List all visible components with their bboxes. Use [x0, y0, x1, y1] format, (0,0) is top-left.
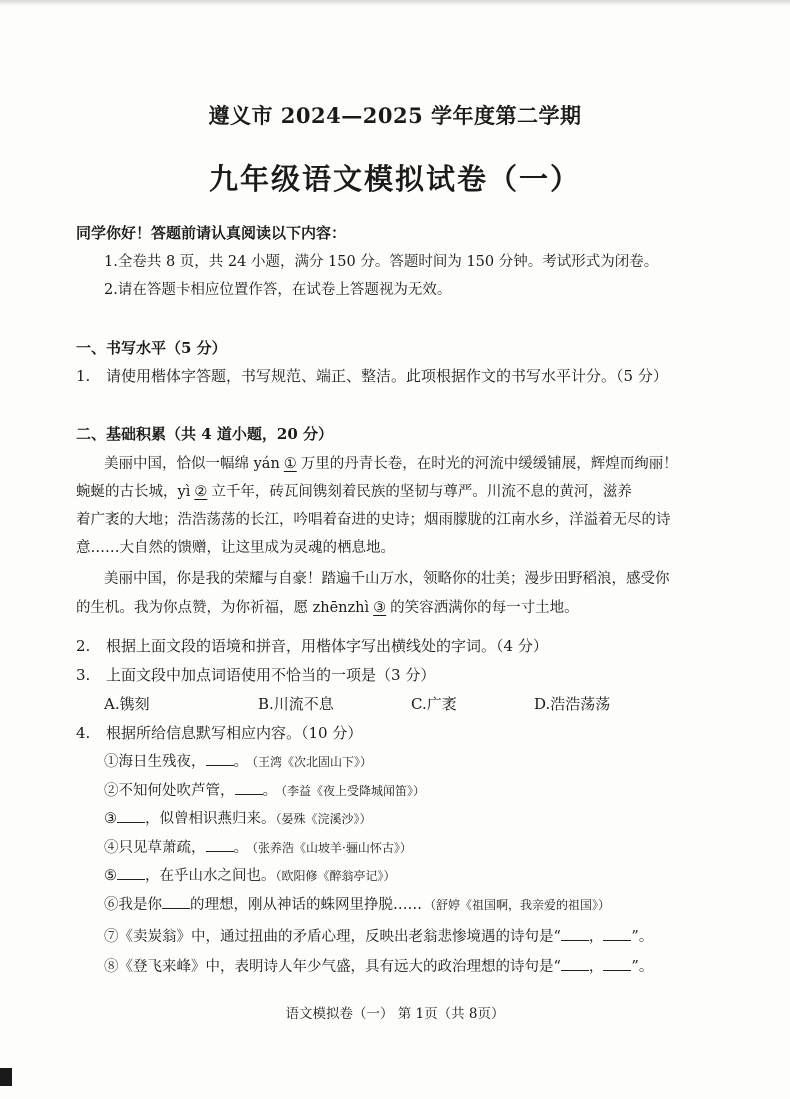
blank-mark-1: ① [283, 456, 297, 472]
question-text: 根据上面文段的语境和拼音，用楷体字写出横线处的字词。（4 分） [106, 637, 548, 655]
recite-text: 。 [233, 754, 248, 770]
blank-mark-3: ③ [373, 600, 387, 616]
recite-text: ②不知何处吹芦管， [104, 783, 235, 799]
answer-blank [561, 956, 589, 971]
passage-text: 立千年，砖瓦间镌刻着民族的坚韧与尊严。川流不息的黄河，滋养 [211, 484, 632, 500]
recite-item-4 [104, 836, 412, 857]
answer-blank [162, 894, 190, 909]
notice-greeting: 同学你好！答题前请认真阅读以下内容： [76, 224, 347, 242]
recite-text: ⑦《卖炭翁》中，通过扭曲的矛盾心理，反映出老翁悲惨境遇的诗句是“ [104, 929, 561, 945]
recite-source: （欧阳修《醉翁亭记》） [275, 869, 396, 883]
recite-source: （王湾《次北固山下》） [252, 755, 373, 769]
recite-item-2 [104, 779, 425, 800]
recite-text: 。 [262, 783, 277, 799]
recite-item-6 [104, 893, 610, 914]
scan-top-edge [0, 0, 790, 6]
exam-header-term: 遵义市 2024—2025 学年度第二学期 [208, 103, 582, 128]
recite-text: ⑧《登飞来峰》中，表明诗人年少气盛，具有远大的政治理想的诗句是“ [104, 959, 561, 975]
recite-text: ①海日生残夜， [104, 754, 206, 770]
option-d: D.浩浩荡荡 [534, 695, 611, 713]
recite-text: ，似曾相识燕归来。 [145, 811, 276, 827]
passage-line-6 [76, 596, 579, 617]
notice-item-1: 1.全卷共 8 页，共 24 小题，满分 150 分。答题时间为 150 分钟。考试形式为闭卷。 [104, 254, 659, 270]
passage-text: 的生机。我为你点赞，为你祈福，愿 zhēnzhì [76, 600, 370, 616]
question-text: 上面文段中加点词语使用不恰当的一项是（3 分） [106, 666, 436, 684]
passage-line-3: 着广袤的大地；浩浩荡荡的长江，吟唱着奋进的史诗；烟雨朦胧的江南水乡，洋溢着无尽的诗 [76, 512, 671, 528]
answer-blank [235, 780, 263, 795]
recite-source: （李益《夜上受降城闻笛》） [281, 784, 426, 798]
recite-text: ”。 [631, 929, 654, 945]
section-2-heading: 二、基础积累（共 4 道小题，20 分） [76, 425, 333, 443]
question-1 [76, 365, 668, 386]
answer-blank [561, 926, 589, 941]
scan-mark [0, 1068, 12, 1086]
recite-item-3 [104, 807, 372, 828]
question-3 [76, 664, 435, 685]
passage-text: 美丽中国，恰似一幅绵 yán [104, 456, 280, 472]
recite-text: 。 [233, 840, 248, 856]
recite-text: ， [588, 929, 604, 945]
question-number: 4. [76, 724, 91, 742]
blank-mark-2: ② [194, 484, 208, 500]
question-number: 2. [76, 637, 91, 655]
question-number: 1. [76, 367, 91, 385]
recite-item-1 [104, 750, 372, 771]
recite-text: ③ [104, 811, 117, 827]
recite-text: ， [588, 959, 604, 975]
recite-item-7 [104, 925, 653, 946]
recite-text: 的理想，刚从神话的蛛网里挣脱…… [190, 897, 422, 913]
passage-text: 的笑容洒满你的每一寸土地。 [390, 600, 579, 616]
option-a: A.镌刻 [104, 695, 150, 713]
page-footer: 语文模拟卷（一） 第 1页（共 8页） [285, 1006, 505, 1022]
recite-source: （张养浩《山坡羊·骊山怀古》） [252, 841, 412, 855]
answer-blank [117, 808, 145, 823]
question-2 [76, 635, 548, 656]
passage-line-5: 美丽中国，你是我的荣耀与自豪！踏遍千山万水，领略你的壮美；漫步田野稻浪，感受你 [104, 571, 670, 587]
answer-blank [603, 926, 631, 941]
question-text: 根据所给信息默写相应内容。（10 分） [106, 724, 363, 742]
recite-text: ”。 [631, 959, 654, 975]
recite-source: （晏殊《浣溪沙》） [275, 812, 372, 826]
exam-title: 九年级语文模拟试卷（一） [208, 162, 581, 196]
recite-source: （舒婷《祖国啊，我亲爱的祖国》） [424, 898, 611, 912]
recite-text: ④只见草萧疏， [104, 840, 206, 856]
recite-text: ⑥我是你 [104, 897, 162, 913]
question-text: 请使用楷体字答题，书写规范、端正、整洁。此项根据作文的书写水平计分。（5 分） [106, 367, 668, 385]
answer-blank [206, 751, 234, 766]
passage-text: 万里的丹青长卷，在时光的河流中缓缓铺展，辉煌而绚丽！ [300, 456, 678, 472]
recite-text: ⑤ [104, 868, 117, 884]
recite-text: ，在乎山水之间也。 [145, 868, 276, 884]
recite-item-8 [104, 955, 653, 976]
question-number: 3. [76, 666, 91, 684]
question-4 [76, 722, 362, 743]
passage-line-1 [104, 452, 678, 473]
passage-line-4: 意……大自然的馈赠，让这里成为灵魂的栖息地。 [76, 540, 395, 556]
answer-blank [206, 837, 234, 852]
passage-text: 蜿蜒的古长城，yì [76, 484, 191, 500]
section-1-heading: 一、书写水平（5 分） [76, 339, 227, 357]
notice-item-2: 2.请在答题卡相应位置作答，在试卷上答题视为无效。 [104, 282, 452, 298]
answer-blank [117, 865, 145, 880]
option-c: C.广袤 [411, 695, 457, 713]
recite-item-5 [104, 864, 396, 885]
passage-line-2 [76, 480, 632, 501]
option-b: B.川流不息 [258, 695, 334, 713]
answer-blank [603, 956, 631, 971]
